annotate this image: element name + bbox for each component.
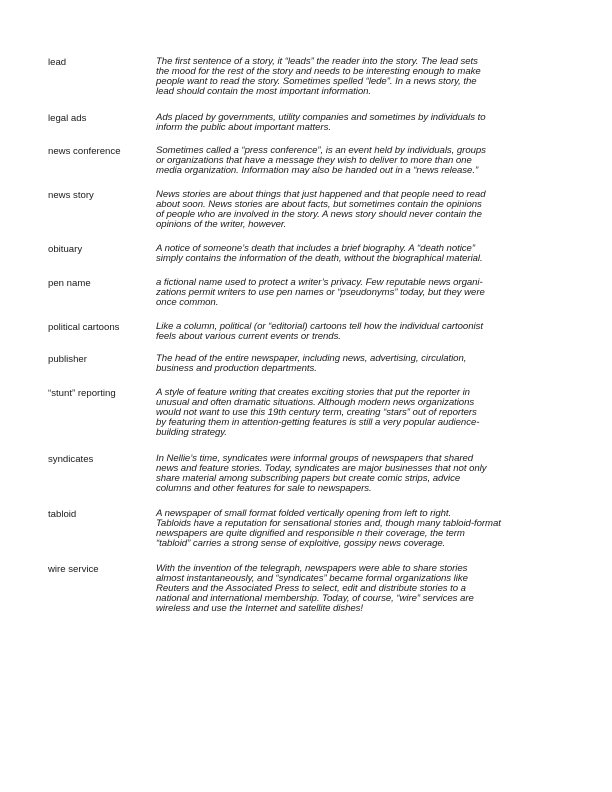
glossary-term: publisher <box>48 354 87 365</box>
glossary-definition: A style of feature writing that creates exciting stories that put the reporter in unusual and often dramatic situations. Although modern news organizations would not want to use this 19th century term, creating “stars” out of reporters by featuring them in attention-getting features is still a very popular audience- building strategy. <box>156 387 480 439</box>
glossary-definition: With the invention of the telegraph, newspapers were able to share stories almost instantaneously, and “syndicates” became formal organizations like Reuters and the Associated Press to select, edit and distribute stories to a national and international membership. Today, of course, “wire” services are wireless and use the Internet and satellite dishes! <box>156 563 474 615</box>
glossary-definition: News stories are about things that just happened and that people need to read about soon. News stories are about facts, but sometimes contain the opinions of people who are involved in the story. A news story should never contain the opinions of the writer, however. <box>156 189 486 231</box>
glossary-entry-stunt-reporting <box>48 388 558 438</box>
glossary-term: obituary <box>48 244 83 255</box>
glossary-entry-obituary <box>48 244 558 264</box>
glossary-term: news story <box>48 190 94 201</box>
glossary-term: lead <box>48 57 67 68</box>
glossary-term: “stunt” reporting <box>48 388 116 399</box>
glossary-entry-legal-ads <box>48 113 558 133</box>
glossary-entry-lead <box>48 57 558 97</box>
glossary-definition: The head of the entire newspaper, including news, advertising, circulation, business and production departments. <box>156 353 467 375</box>
glossary-entry-tabloid <box>48 509 558 549</box>
glossary-entry-political-cartoons <box>48 322 558 342</box>
glossary-entry-news-conference <box>48 146 558 176</box>
glossary-definition: The first sentence of a story, it “leads” the reader into the story. The lead sets the mood for the rest of the story and needs to be interesting enough to make people want to read the story. Sometimes spelled “lede”. In a news story, the lead should contain the most important information. <box>156 56 481 98</box>
glossary-term: news conference <box>48 146 121 157</box>
glossary-entry-pen-name <box>48 278 558 308</box>
glossary-entry-news-story <box>48 190 558 230</box>
glossary-entry-publisher <box>48 354 558 374</box>
glossary-term: pen name <box>48 278 91 289</box>
glossary-term: legal ads <box>48 113 87 124</box>
glossary-definition: In Nellie’s time, syndicates were informal groups of newspapers that shared news and feature stories. Today, syndicates are major businesses that not only share material among subscribing papers but create comic strips, advice columns and other features for sale to newspapers. <box>156 453 487 495</box>
glossary-entry-wire-service <box>48 564 558 614</box>
glossary-term: syndicates <box>48 454 94 465</box>
glossary-definition: A newspaper of small format folded vertically opening from left to right. Tabloids have a reputation for sensational stories and, though many tabloid-format newspapers are quite dignified and responsible n their coverage, the term “tabloid” carries a strong sense of exploitive, gossipy news coverage. <box>156 508 501 550</box>
glossary-definition: Ads placed by governments, utility companies and sometimes by individuals to inform the public about important matters. <box>156 112 486 134</box>
glossary-term: tabloid <box>48 509 77 520</box>
glossary-term: political cartoons <box>48 322 120 333</box>
glossary-definition: A notice of someone’s death that includes a brief biography. A “death notice” simply contains the information of the death, without the biographical material. <box>156 243 483 265</box>
glossary-definition: Sometimes called a “press conference”, is an event held by individuals, groups or organizations that have a message they wish to deliver to more than one media organization. Information may also be handed out in a “news release.” <box>156 145 486 177</box>
glossary-definition: a fictional name used to protect a writer’s privacy. Few reputable news organi- zations permit writers to use pen names or “pseudonyms” today, but they were once common. <box>156 277 485 309</box>
glossary-entry-syndicates <box>48 454 558 494</box>
glossary-term: wire service <box>48 564 99 575</box>
glossary-definition: Like a column, political (or “editorial) cartoons tell how the individual cartoonist feels about various current events or trends. <box>156 321 483 343</box>
